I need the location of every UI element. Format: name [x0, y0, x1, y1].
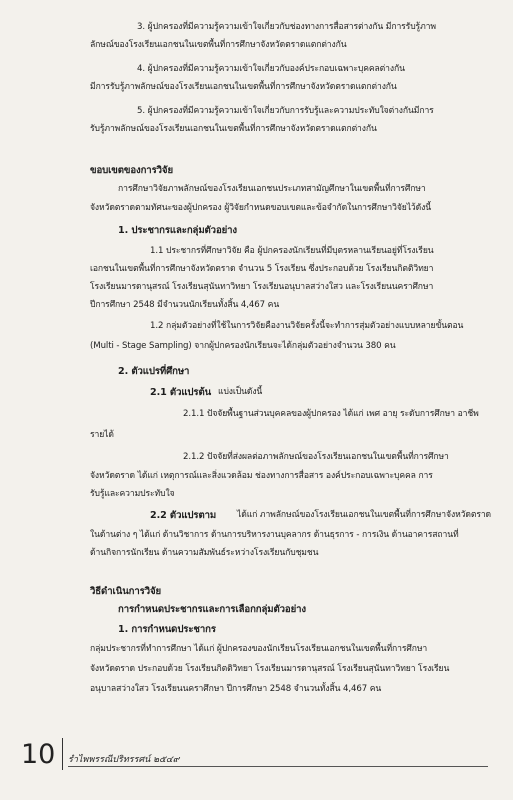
subheading-population-selection: การกำหนดประชากรและการเลือกกลุ่มตัวอย่าง [118, 604, 306, 615]
item-1-2-line-1: 1.2 กลุ่มตัวอย่างที่ใช้ในการวิจัยคืองานวิจัยครั้งนี้จะทำการสุ่มตัวอย่างแบบหลายขั้นตอน [150, 321, 464, 331]
item-1-1-line-3: โรงเรียนมารดานุสรณ์ โรงเรียนสุนันทาวิทยา โรงเรียนอนุบาลสว่างใสว และโรงเรียนนคราศึกษา [90, 282, 434, 292]
item-2-1-1-line-1: 2.1.1 ปัจจัยพื้นฐานส่วนบุคคลของผู้ปกครอง ได้แก่ เพศ อายุ ระดับการศึกษา อาชีพ [183, 409, 479, 419]
scope-paragraph-line-2: จังหวัดตราดตามทัศนะของผู้ปกครอง ผู้วิจัยกำหนดขอบเขตและข้อจำกัดในการศึกษาวิจัยไว้ดังนี้ [90, 203, 431, 213]
page-number: 10 [21, 739, 56, 770]
population-paragraph-line-2: จังหวัดตราด ประกอบด้วย โรงเรียนกิตติวิทยา โรงเรียนมารดานุสรณ์ โรงเรียนสุนันทาวิทยา โรงเรียน [90, 664, 450, 674]
hypothesis-3-line-1: 3. ผู้ปกครองที่มีความรู้ความเข้าใจเกี่ยวกับช่องทางการสื่อสารต่างกัน มีการรับรู้ภาพ [137, 22, 436, 32]
item-1-2-line-2: (Multi - Stage Sampling) จากผู้ปกครองนักเรียนจะได้กลุ่มตัวอย่างจำนวน 380 คน [90, 341, 396, 351]
item-2-1-2-line-2: จังหวัดตราด ได้แก่ เหตุการณ์และสิ่งแวดล้อม ช่องทางการสื่อสาร องค์ประกอบเฉพาะบุคคล การ [90, 471, 433, 481]
dependent-variable-line-2: ในด้านต่าง ๆ ได้แก่ ด้านวิชาการ ด้านการบริหารงานบุคลากร ด้านธุรการ - การเงิน ด้านอาคารสถานที่ [90, 530, 459, 540]
hypothesis-4-line-1: 4. ผู้ปกครองที่มีความรู้ความเข้าใจเกี่ยวกับองค์ประกอบเฉพาะบุคคลต่างกัน [137, 64, 405, 74]
item-2-1-1-line-2: รายได้ [90, 430, 114, 440]
dependent-variable-line-3: ด้านกิจการนักเรียน ด้านความสัมพันธ์ระหว่างโรงเรียนกับชุมชน [90, 548, 319, 558]
hypothesis-5-line-2: รับรู้ภาพลักษณ์ของโรงเรียนเอกชนในเขตพื้นที่การศึกษาจังหวัดตราดแตกต่างกัน [90, 124, 377, 134]
hypothesis-4-line-2: มีการรับรู้ภาพลักษณ์ของโรงเรียนเอกชนในเขตพื้นที่การศึกษาจังหวัดตราดแตกต่างกัน [90, 82, 397, 92]
population-paragraph-line-1: กลุ่มประชากรที่ทำการศึกษา ได้แก่ ผู้ปกครองของนักเรียนโรงเรียนเอกชนในเขตพื้นที่การศึกษา [90, 644, 428, 654]
item-1-1-line-2: เอกชนในเขตพื้นที่การศึกษาจังหวัดตราด จำนวน 5 โรงเรียน ซึ่งประกอบด้วย โรงเรียนกิตติวิทยา [90, 264, 434, 274]
scope-paragraph-line-1: การศึกษาวิจัยภาพลักษณ์ของโรงเรียนเอกชนประเภทสามัญศึกษาในเขตพื้นที่การศึกษา [118, 184, 426, 194]
item-2-1-2-line-3: รับรู้และความประทับใจ [90, 489, 175, 499]
independent-variable-intro: แบ่งเป็นดังนี้ [218, 387, 263, 397]
subheading-population-sample: 1. ประชากรและกลุ่มตัวอย่าง [118, 225, 238, 236]
hypothesis-5-line-1: 5. ผู้ปกครองที่มีความรู้ความเข้าใจเกี่ยวกับการรับรู้และความประทับใจต่างกันมีการ [137, 106, 434, 116]
section-heading-methodology: วิธีดำเนินการวิจัย [90, 586, 162, 597]
subheading-dependent-variable: 2.2 ตัวแปรตาม [150, 510, 217, 521]
item-1-1-line-1: 1.1 ประชากรที่ศึกษาวิจัย คือ ผู้ปกครองนักเรียนที่มีบุตรหลานเรียนอยู่ที่โรงเรียน [150, 246, 434, 256]
item-2-1-2-line-1: 2.1.2 ปัจจัยที่ส่งผลต่อภาพลักษณ์ของโรงเรียนเอกชนในเขตพื้นที่การศึกษา [183, 452, 449, 462]
item-1-1-line-4: ปีการศึกษา 2548 มีจำนวนนักเรียนทั้งสิ้น 4,467 คน [90, 300, 280, 310]
subheading-variables: 2. ตัวแปรที่ศึกษา [118, 366, 190, 377]
population-paragraph-line-3: อนุบาลสว่างใสว โรงเรียนนคราศึกษา ปีการศึกษา 2548 จำนวนทั้งสิ้น 4,467 คน [90, 684, 382, 694]
dependent-variable-line-1: ได้แก่ ภาพลักษณ์ของโรงเรียนเอกชนในเขตพื้นที่การศึกษาจังหวัดตราด [237, 510, 492, 520]
subheading-independent-variable: 2.1 ตัวแปรต้น [150, 387, 212, 398]
hypothesis-3-line-2: ลักษณ์ของโรงเรียนเอกชนในเขตพื้นที่การศึกษาจังหวัดตราดแตกต่างกัน [90, 40, 347, 50]
footer-divider-horizontal [68, 766, 488, 767]
footer-divider-vertical [62, 738, 63, 770]
journal-title: รำไพพรรณีปริทรรศน์ ๒๕๔๙ [68, 755, 180, 765]
subheading-defining-population: 1. การกำหนดประชากร [118, 624, 216, 635]
section-heading-scope: ขอบเขตของการวิจัย [90, 165, 173, 176]
